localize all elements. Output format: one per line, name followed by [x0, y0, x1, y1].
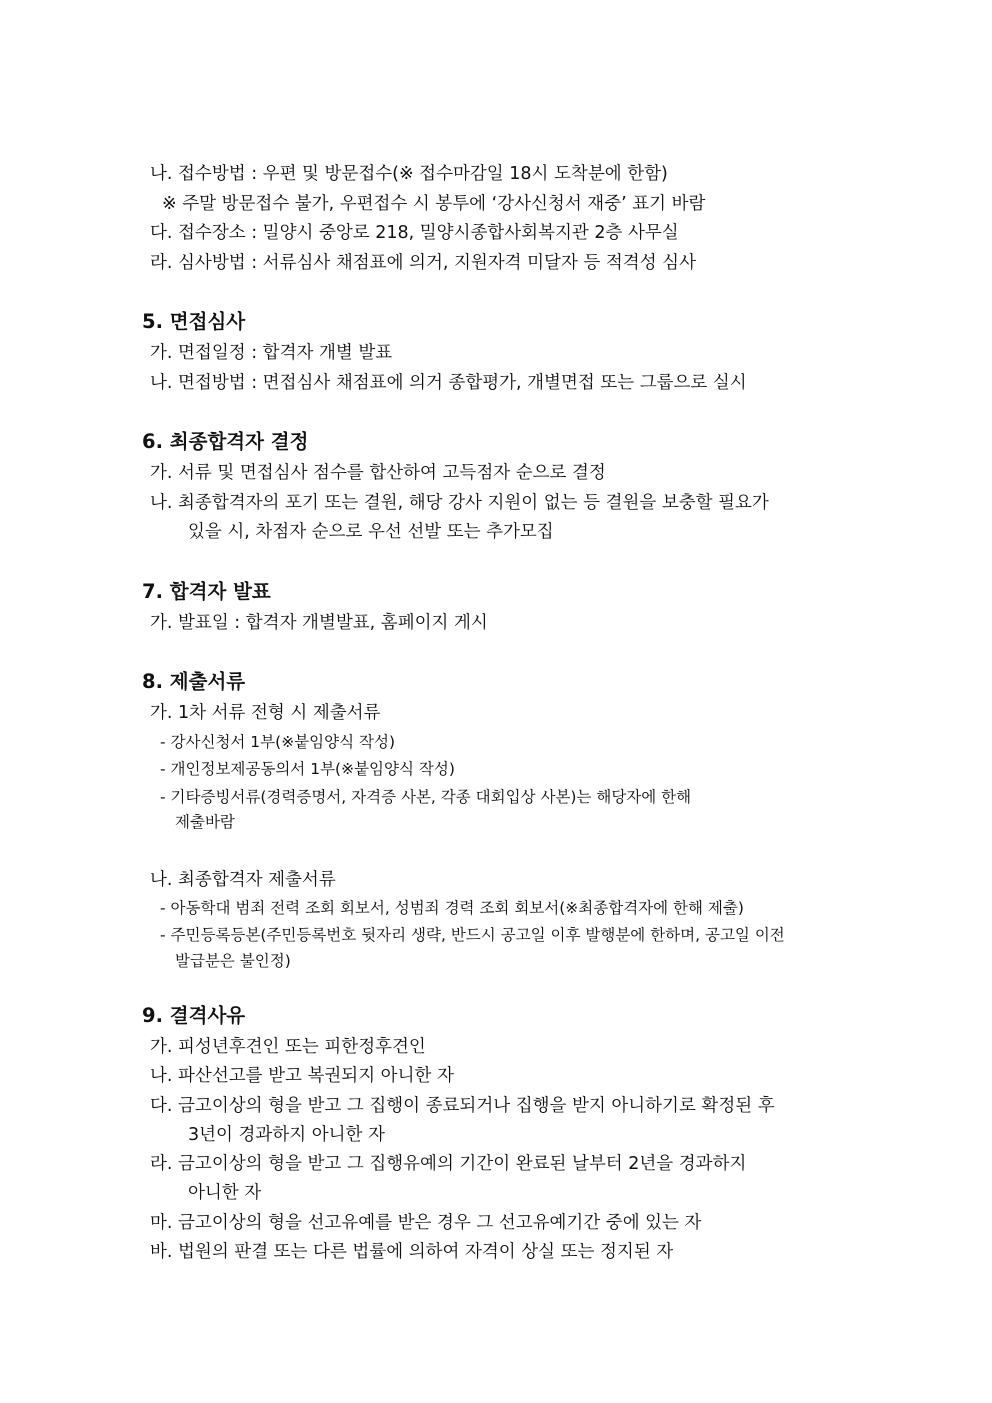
interview-item-schedule: 가. 면접일정 : 합격자 개별 발표: [150, 343, 393, 363]
final-decision-item-b: 나. 최종합격자의 포기 또는 결원, 해당 강사 지원이 없는 등 결원을 보충할 필요가: [150, 493, 769, 513]
intro-item-receipt-method: 나. 접수방법 : 우편 및 방문접수(※ 접수마감일 18시 도착분에 한함): [150, 164, 668, 184]
interview-item-method: 나. 면접방법 : 면접심사 채점표에 의거 종합평가, 개별면접 또는 그룹으로 실시: [150, 373, 747, 393]
disqualification-item-a: 가. 피성년후견인 또는 피한정후견인: [150, 1037, 426, 1057]
final-decision-item-a: 가. 서류 및 면접심사 점수를 합산하여 고득점자 순으로 결정: [150, 463, 606, 483]
disqualification-item-d: 라. 금고이상의 형을 받고 그 집행유예의 기간이 완료된 날부터 2년을 경과하지: [150, 1154, 747, 1174]
section-heading-announcement: 7. 합격자 발표: [142, 580, 271, 603]
section-heading-final-decision: 6. 최종합격자 결정: [142, 430, 309, 453]
documents-b-item-resident: - 주민등록등본(주민등록번호 뒷자리 생략, 반드시 공고일 이후 발행분에 한하며, 공고일 이전: [160, 926, 785, 944]
documents-a-item-application: - 강사신청서 1부(※붙임양식 작성): [160, 733, 395, 751]
intro-item-review-method: 라. 심사방법 : 서류심사 채점표에 의거, 지원자격 미달자 등 적격성 심사: [150, 253, 696, 273]
documents-b-item-resident-cont: 발급분은 불인정): [175, 952, 291, 970]
disqualification-item-f: 바. 법원의 판결 또는 다른 법률에 의하여 자격이 상실 또는 정지된 자: [150, 1242, 674, 1262]
intro-note-weekend: ※ 주말 방문접수 불가, 우편접수 시 봉투에 ‘강사신청서 재중’ 표기 바람: [162, 194, 706, 214]
section-heading-documents: 8. 제출서류: [142, 670, 246, 693]
documents-b-item-records: - 아동학대 범죄 전력 조회 회보서, 성범죄 경력 조회 회보서(※최종합격자에 한해 제출): [160, 899, 744, 917]
documents-b-title: 나. 최종합격자 제출서류: [150, 870, 336, 890]
intro-item-receipt-place: 다. 접수장소 : 밀양시 중앙로 218, 밀양시종합사회복지관 2층 사무실: [150, 223, 679, 243]
disqualification-item-c-cont: 3년이 경과하지 아니한 자: [188, 1125, 385, 1145]
disqualification-item-d-cont: 아니한 자: [188, 1183, 262, 1203]
final-decision-item-b-cont: 있을 시, 차점자 순으로 우선 선발 또는 추가모집: [188, 522, 554, 542]
section-heading-interview: 5. 면접심사: [142, 310, 246, 333]
disqualification-item-b: 나. 파산선고를 받고 복권되지 아니한 자: [150, 1066, 454, 1086]
section-heading-disqualification: 9. 결격사유: [142, 1004, 246, 1027]
disqualification-item-c: 다. 금고이상의 형을 받고 그 집행이 종료되거나 집행을 받지 아니하기로 확정된 후: [150, 1096, 775, 1116]
documents-a-item-evidence-cont: 제출바람: [175, 813, 235, 831]
documents-a-item-consent: - 개인정보제공동의서 1부(※붙임양식 작성): [160, 760, 455, 778]
documents-a-title: 가. 1차 서류 전형 시 제출서류: [150, 703, 381, 723]
documents-a-item-evidence: - 기타증빙서류(경력증명서, 자격증 사본, 각종 대회입상 사본)는 해당자에 한해: [160, 788, 692, 806]
disqualification-item-e: 마. 금고이상의 형을 선고유예를 받은 경우 그 선고유예기간 중에 있는 자: [150, 1213, 702, 1233]
announcement-item-a: 가. 발표일 : 합격자 개별발표, 홈페이지 게시: [150, 613, 488, 633]
